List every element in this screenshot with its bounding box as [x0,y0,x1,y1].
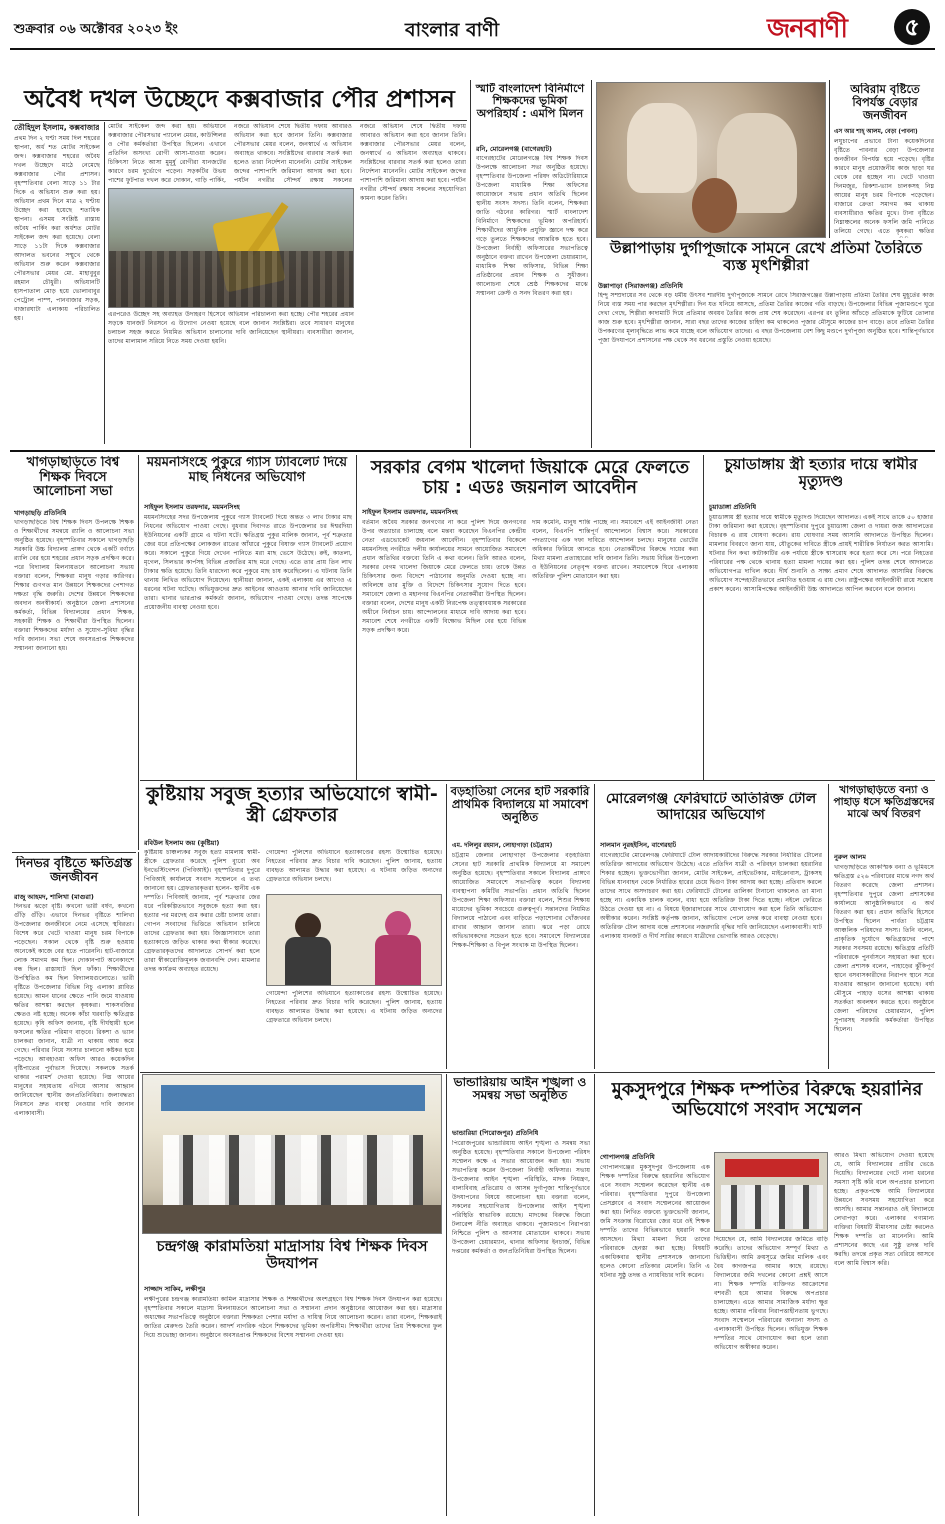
byline-dinbhor: রাজু আহমদ, শালিখা (মাগুরা) [14,893,94,901]
newspaper-logo: জনবাণী [767,14,847,44]
article-cox-col2: মোটর সাইকেল জব্দ করা হয়। অভিযানে কক্সবাজার পৌরসভার প্যানেল মেয়র, কাউন্সিলর ও পৌর কর্মকর্তারা উপস্থিত ছিলেন। এখানে প্রতিদিন অসংখ্য রোগী আসা-যাওয়া করেন। চিকিৎসা নিতে আসা মুমূর্ষু রোগীরা যানজটের কারণে চরম দুর্ভোগে পড়েন। সড়কটির উভয় পাশের ফুটপাত দখল করে দোকান, গাড়ি পার্কিং, [108,123,226,184]
article-mymensingh: ময়মনসিংহের সদর উপজেলায় পুকুরে গ্যাস ট্যাবলেট দিয়ে অন্তত ৩ লাখ টাকার মাছ নিধনের অভিযোগ পাওয়া গেছে। বুধবার দিবাগত রাতে উপজেলার চর ঈশ্বরদিয়া ইউনিয়নের একটি গ্রামে এ ঘটনা ঘটে। ক্ষতিগ্রস্ত পুকুর মালিক জানান, পূর্ব শত্রুতার জের ধরে প্রতিপক্ষের লোকজন রাতের আঁধারে পুকুরে বিষাক্ত গ্যাস ট্যাবলেট প্রয়োগ করে। সকালে পুকুরে গিয়ে দেখেন পানিতে মরা মাছ ভেসে উঠেছে। রুই, কাতলা, মৃগেল, সিলভার কার্পসহ বিভিন্ন প্রজাতির মাছ মরে গেছে। এতে তার প্রায় তিন লাখ টাকার ক্ষতি হয়েছে। তিনি ধারদেনা করে পুকুরে মাছ চাষ করেছিলেন। এ ঘটনায় তিনি থানায় লিখিত অভিযোগ দিয়েছেন। স্থানীয়রা জানান, একই এলাকায় এর আগেও এ ধরনের ঘটনা ঘটেছে। অভিযুক্তদের দ্রুত আইনের আওতায় আনার দাবি জানিয়েছেন তারা। থানার ভারপ্রাপ্ত কর্মকর্তা জানান, অভিযোগ পাওয়া গেছে। তদন্ত সাপেক্ষে প্রয়োজনীয় ব্যবস্থা নেওয়া হবে। [144,514,352,611]
byline-smart: রনি, মোরেলগঞ্জ (বাগেরহাট) [476,145,553,153]
headline-mymensingh: ময়মনসিংহে পুকুরে গ্যাস ট্যাবলেট দিয়ে মাছ নিধনের অভিযোগ [146,456,348,485]
headline-dinbhor: দিনভর বৃষ্টিতে ক্ষতিগ্রস্ত জনজীবন [15,856,133,884]
article-kushtia-col2: গোয়েন্দা পুলিশের অভিযানে হত্যাকাণ্ডের রহস্য উন্মোচিত হয়েছে। নিহতের পরিবার দ্রুত বিচার দাবি করেছেন। পুলিশ জানায়, হত্যায় ব্যবহৃত আলামত উদ্ধার করা হয়েছে। এ ঘটনায় জড়িত অন্যদের গ্রেফতারে অভিযান চলছে। [266,849,442,883]
article-khag1: খাগড়াছড়িতে বিশ্ব শিক্ষক দিবস উপলক্ষে শিক্ষক ও শিক্ষার্থীদের সমন্বয়ে র‌্যালি ও আলোচনা সভা অনুষ্ঠিত হয়েছে। বৃহস্পতিবার সকালে খাগড়াছড়ি সরকারি উচ্চ বিদ্যালয় প্রাঙ্গণ থেকে একটি বর্ণাঢ্য র‌্যালি বের হয়ে শহরের প্রধান সড়ক প্রদক্ষিণ করে। পরে বিদ্যালয় মিলনায়তনে আলোচনা সভায় বক্তারা বলেন, শিক্ষকরা মানুষ গড়ার কারিগর। শিক্ষার গুণগত মান উন্নয়নে শিক্ষকদের পেশাগত দক্ষতা বৃদ্ধি জরুরি। দেশের উন্নয়নে শিক্ষকদের অবদান অনস্বীকার্য। অনুষ্ঠানে জেলা প্রশাসনের কর্মকর্তা, বিভিন্ন বিদ্যালয়ের প্রধান শিক্ষক, সহকারী শিক্ষক ও শিক্ষার্থীরা উপস্থিত ছিলেন। বক্তারা শিক্ষকদের মর্যাদা ও সুযোগ-সুবিধা বৃদ্ধির দাবি জানান। সভা শেষে অবসরপ্রাপ্ত শিক্ষকদের সম্মাননা জানানো হয়। [14,519,134,652]
article-muksudpur-col1: গোপালগঞ্জের মুকসুদপুর উপজেলায় এক শিক্ষক দম্পতির বিরুদ্ধে হয়রানির অভিযোগ এনে সংবাদ সম্মেলন করেছেন স্থানীয় এক পরিবার। বৃহস্পতিবার দুপুরে উপজেলা প্রেসক্লাবে এ সংবাদ সম্মেলনের আয়োজন করা হয়। লিখিত বক্তব্যে ভুক্তভোগী জানান, জমি সংক্রান্ত বিরোধের জের ধরে ওই শিক্ষক দম্পতি তাদের বিভিন্নভাবে হয়রানি করে আসছেন। মিথ্যা মামলা দিয়ে তাদের পরিবারকে হেনস্তা করা হচ্ছে। বিষয়টি একাধিকবার স্থানীয় প্রশাসনকে জানানো হলেও কোনো প্রতিকার মেলেনি। তিনি এ ঘটনার সুষ্ঠু তদন্ত ও ন্যায়বিচার দাবি করেন। [600,1164,710,1279]
headline-cox: অবৈধ দখল উচ্ছেদে কক্সবাজার পৌর প্রশাসন [24,86,455,113]
article-morelganj: বাগেরহাটের মোরেলগঞ্জ ফেরিঘাটে টোল আদায়কারীদের বিরুদ্ধে সরকার নির্ধারিত টোলের অতিরিক্ত আদায়ের অভিযোগ উঠেছে। এতে প্রতিদিন যাত্রী ও পরিবহন চালকরা হয়রানির শিকার হচ্ছেন। ভুক্তভোগীরা জানান, মোটর সাইকেল, প্রাইভেটকার, মাইক্রোবাস, ট্রাকসহ বিভিন্ন যানবাহন থেকে নির্ধারিত হারের চেয়ে দ্বিগুণ টাকা আদায় করা হচ্ছে। প্রতিবাদ করলে তাদের সাথে অসদাচরণ করা হয়। ফেরিঘাটে টোলের তালিকা টানানো থাকলেও তা মানা হচ্ছে না। একাধিক চালক বলেন, বাধ্য হয়ে অতিরিক্ত টাকা দিতে হচ্ছে। নইলে ফেরিতে উঠতে দেওয়া হয় না। এ বিষয়ে ইজারাদারের সাথে যোগাযোগ করা হলে তিনি অভিযোগ অস্বীকার করেন। সংশ্লিষ্ট কর্তৃপক্ষ জানান, অভিযোগ পেলে তদন্ত করে ব্যবস্থা নেওয়া হবে। অতিরিক্ত টোল আদায় বন্ধে প্রশাসনের নজরদারি বৃদ্ধির দাবি জানিয়েছেন এলাকাবাসী। ঘাট এলাকায় যানজট ও দীর্ঘ সারির কারণে যাত্রীদের ভোগান্তি আরও বেড়েছে। [600,852,822,940]
byline-khag2: নুরুল আলম [834,853,867,861]
article-chandragonj: লক্ষীপুরের চন্দ্রগঞ্জ কারামতিয়া কামিল মাদ্রাসার শিক্ষক ও শিক্ষার্থীদের অংশগ্রহণে বিশ্ব শিক্ষক দিবস উদযাপন করা হয়েছে। বৃহস্পতিবার সকালে মাদ্রাসা মিলনায়তনে আলোচনা সভা ও সম্মাননা প্রদান অনুষ্ঠানের আয়োজন করা হয়। মাদ্রাসার অধ্যক্ষের সভাপতিত্বে অনুষ্ঠানে বক্তারা শিক্ষকতা পেশার মর্যাদা ও দায়িত্ব নিয়ে আলোচনা করেন। তারা বলেন, শিক্ষকরাই জাতির মেরুদণ্ড তৈরি করেন। আদর্শ নাগরিক গঠনে শিক্ষকদের ভূমিকা অপরিসীম। শিক্ষার্থীরা তাদের প্রিয় শিক্ষকদের ফুল দিয়ে শুভেচ্ছা জানান। অনুষ্ঠানে অবসরপ্রাপ্ত শিক্ষকদের বিশেষ সম্মাননা দেওয়া হয়। [144,1296,442,1339]
headline-khag1: খাগড়াছড়িতে বিশ্ব শিক্ষক দিবসে আলোচনা সভা [26,456,120,500]
article-smart: বাগেরহাটের মোরেলগঞ্জে বিশ্ব শিক্ষক দিবস উপলক্ষে আলোচনা সভা অনুষ্ঠিত হয়েছে। বৃহস্পতিবার উপজেলা পরিষদ অডিটোরিয়ামে উপজেলা মাধ্যমিক শিক্ষা অফিসের আয়োজনে সভায় প্রধান অতিথি ছিলেন স্থানীয় সংসদ সদস্য। তিনি বলেন, শিক্ষকরা জাতি গঠনের কারিগর। স্মার্ট বাংলাদেশ বিনির্মাণে শিক্ষকদের ভূমিকা অপরিহার্য। শিক্ষার্থীদের আধুনিক প্রযুক্তি জ্ঞানে দক্ষ করে গড়ে তুলতে শিক্ষকদের আন্তরিক হতে হবে। উপজেলা নির্বাহী অফিসারের সভাপতিত্বে অনুষ্ঠানে বক্তব্য রাখেন উপজেলা চেয়ারম্যান, মাধ্যমিক শিক্ষা অফিসার, বিভিন্ন শিক্ষা প্রতিষ্ঠানের প্রধান শিক্ষক ও সুধীজন। আলোচনা শেষে শ্রেষ্ঠ শিক্ষকদের মাঝে সম্মাননা ক্রেস্ট ও সনদ বিতরণ করা হয়। [476,155,588,297]
byline-cox: তৌহিদুল ইসলাম, কক্সবাজার [14,123,100,132]
article-cox-col3: নজরে অভিযান শেষে দ্বিতীয় দফায় আবারও অভিযান করা হবে জানান তিনি। কক্সবাজার পৌরসভার মেয়র বলেন, জনস্বার্থে এ অভিযান অব্যাহত থাকবে। সংশ্লিষ্টদের বারবার সতর্ক করা হলেও তারা নির্দেশনা মানেননি। মোটর সাইকেল জব্দের পাশাপাশি জরিমানা আদায় করা হবে। পর্যটন নগরীর সৌন্দর্য রক্ষায় সকলের [234,123,352,184]
headline-smart: স্মার্ট বাংলাদেশ বিনির্মাণে শিক্ষকদের ভূমিকা অপরিহার্য : এমপি মিলন [475,83,585,120]
headline-bhandaria: ভান্ডারিয়ায় আইন শৃঙ্খলা ও সমন্বয় সভা অনুষ্ঠিত [453,1076,587,1103]
article-jaynal-col1: বর্তমান অবৈধ সরকার জনগণের না করে পুলিশ দিয়ে জনগণের উপর অত্যাচার চালাচ্ছে বলে মন্তব্য করেছেন বিএনপির কেন্দ্রীয় নেতা এডভোকেট জয়নাল আবেদীন। বৃহস্পতিবার বিকেলে ময়মনসিংহ নগরীতে দলীয় কার্যালয়ের সামনে আয়োজিত সমাবেশে প্রধান অতিথির বক্তব্যে তিনি এ কথা বলেন। তিনি আরও বলেন, সরকার বেগম খালেদা জিয়াকে মেরে ফেলতে চায়। তাকে উন্নত চিকিৎসার জন্য বিদেশে পাঠানোর অনুমতি দেওয়া হচ্ছে না। অবিলম্বে তার মুক্তি ও বিদেশে চিকিৎসার সুযোগ দিতে হবে। সমাবেশে জেলা ও মহানগর বিএনপির নেতাকর্মীরা উপস্থিত ছিলেন। বক্তারা বলেন, দেশের মানুষ একটি নিরপেক্ষ তত্ত্বাবধায়ক সরকারের অধীনে নির্বাচন চায়। আন্দোলনের মাধ্যমে দাবি আদায় করা হবে। সমাবেশ শেষে নগরীতে একটি বিক্ষোভ মিছিল বের হয়ে বিভিন্ন সড়ক প্রদক্ষিণ করে। [362,519,526,634]
article-dinbhor: দিনভর ঝড়ো বৃষ্টি। কখনো ভারী বর্ষণ, কখনো গুঁড়ি গুঁড়ি। এভাবে দিনভর বৃষ্টিতে শালিখা উপজেলার জনজীবনে নেমে এসেছে স্থবিরতা। বিশেষ করে খেটে খাওয়া মানুষ চরম বিপাকে পড়েছেন। সকাল থেকে বৃষ্টি শুরু হওয়ায় অনেকেই কাজে বের হতে পারেননি। হাট-বাজারে লোক সমাগম কম ছিল। দোকানপাট অনেকাংশে বন্ধ ছিল। রাস্তাঘাট ছিল ফাঁকা। শিক্ষার্থীদের উপস্থিতিও কম ছিল বিদ্যালয়গুলোতে। ভারী বৃষ্টিতে উপজেলার বিভিন্ন নিচু এলাকা প্লাবিত হয়েছে। আমন ধানের ক্ষেতে পানি জমে যাওয়ায় ক্ষতির আশঙ্কা করছেন কৃষকরা। শাকসবজির ক্ষেতও নষ্ট হচ্ছে। অনেক কাঁচা ঘরবাড়ি ক্ষতিগ্রস্ত হয়েছে। কৃষি অফিস জানায়, বৃষ্টি দীর্ঘস্থায়ী হলে ফসলের ক্ষতির পরিমাণ বাড়বে। রিকশা ও ভ্যান চালকরা জানান, যাত্রী না থাকায় আয় কমে গেছে। পরিবার নিয়ে সংসার চালানো কষ্টকর হয়ে পড়েছে। আবহাওয়া অফিস আরও কয়েকদিন বৃষ্টিপাতের পূর্বাভাস দিয়েছে। সকলকে সতর্ক থাকার পরামর্শ দেওয়া হয়েছে। নিম্ন আয়ের মানুষের সহায়তায় এগিয়ে আসার আহ্বান জানিয়েছেন স্থানীয় জনপ্রতিনিধিরা। জলাবদ্ধতা নিরসনে দ্রুত ব্যবস্থা নেওয়ার দাবি জানান এলাকাবাসী। [14,903,134,1117]
byline-chandragonj: সাজ্জাদ সাকিব, লক্ষীপুর [144,1285,206,1293]
article-khag2: খাগড়াছড়িতে আকস্মিক বন্যা ও ভূমিধসে ক্ষতিগ্রস্ত ৫২৬ পরিবারের মাঝে নগদ অর্থ বিতরণ করেছে জেলা প্রশাসন। বৃহস্পতিবার দুপুরে জেলা প্রশাসকের কার্যালয়ে আনুষ্ঠানিকভাবে এ অর্থ বিতরণ করা হয়। প্রধান অতিথি হিসেবে উপস্থিত ছিলেন পার্বত্য চট্টগ্রাম আঞ্চলিক পরিষদের সদস্য। তিনি বলেন, প্রাকৃতিক দুর্যোগে ক্ষতিগ্রস্তদের পাশে সরকার সবসময় রয়েছে। ক্ষতিগ্রস্ত প্রতিটি পরিবারকে পুনর্বাসনে সহায়তা করা হবে। জেলা প্রশাসক বলেন, পাহাড়ের ঝুঁকিপূর্ণ স্থানে বসবাসকারীদের নিরাপদ স্থানে সরে যাওয়ার আহ্বান জানানো হয়েছে। বর্ষা মৌসুমে পাহাড় ধসের আশঙ্কা থাকায় সতর্কতা অবলম্বন করতে হবে। অনুষ্ঠানে জেলা পরিষদের চেয়ারম্যান, পুলিশ সুপারসহ সরকারি কর্মকর্তারা উপস্থিত ছিলেন। [834,864,934,1033]
byline-ullapara: উল্লাপাড়া (সিরাজগঞ্জ) প্রতিনিধি [598,282,683,290]
byline-bhandaria: ভান্ডারিয়া (পিরোজপুর) প্রতিনিধি [452,1129,539,1137]
byline-jaynal: সাইফুল ইসলাম তরফদার, ময়মনসিংহ [362,508,458,516]
article-muksudpur-col3: আরও মিথ্যা অভিযোগ দেওয়া হয়েছে যে, আমি বিদ্যালয়ের প্রাচীর ভেঙে দিয়েছি। বিদ্যালয়ের গেটে নানা ধরনের সমস্যা সৃষ্টি করি বলে অপপ্রচার চালানো হচ্ছে। প্রকৃতপক্ষে আমি বিদ্যালয়ের উন্নয়নে সবসময় সহযোগিতা করে আসছি। আমার সন্তানরাও ওই বিদ্যালয়ে লেখাপড়া করে। এলাকার গণ্যমান্য ব্যক্তিরা বিষয়টি মীমাংসার চেষ্টা করলেও শিক্ষক দম্পতি তা মানেননি। আমি প্রশাসনের কাছে এর সুষ্ঠু তদন্ত দাবি করছি। তদন্তে প্রকৃত সত্য বেরিয়ে আসবে বলে আমি বিশ্বাস করি। [834,1152,934,1267]
section-title: বাংলার বাণী [405,19,500,41]
byline-barabaria: এম. দলিলুর রহমান, লোহাগাড়া (চট্টগ্রাম) [452,842,553,849]
article-bera: লঘুচাপের প্রভাবে টানা কয়েকদিনের বৃষ্টিতে পাবনার বেড়া উপজেলার জনজীবন বিপর্যস্ত হয়ে পড়েছে। বৃষ্টির কারণে মানুষ প্রয়োজনীয় কাজ ছাড়া ঘর থেকে বের হচ্ছেন না। খেটে খাওয়া দিনমজুর, রিকশা-ভ্যান চালকসহ নিম্ন আয়ের মানুষ চরম বিপাকে পড়েছেন। বাজারে ক্রেতা সমাগম কম থাকায় ব্যবসায়ীরাও ক্ষতির মুখে। টানা বৃষ্টিতে নিম্নাঞ্চলের অনেক ফসলি জমি পানিতে তলিয়ে গেছে। এতে কৃষকরা ক্ষতির [834,138,934,235]
byline-chuadanga: চুয়াডাঙ্গা প্রতিনিধি [709,503,757,511]
article-jaynal-col2: দাম কমেনি, মানুষ শান্তি পাচ্ছে না। সমাবেশে এই আইনজীবী নেতা বলেন, বিএনপি শান্তিপূর্ণ আন্দোলনে বিশ্বাস করে। সরকারের পদত্যাগের এক দফা দাবিতে আন্দোলন চলছে। মানুষের ভোটের অধিকার ফিরিয়ে আনতে হবে। নেতাকর্মীদের বিরুদ্ধে দায়ের করা মিথ্যা মামলা প্রত্যাহারের দাবি জানান তিনি। সভায় বিভিন্ন উপজেলা ও ইউনিয়নের নেতৃবৃন্দ বক্তব্য রাখেন। সমাবেশকে ঘিরে এলাকায় অতিরিক্ত পুলিশ মোতায়েন করা হয়। [532,519,698,580]
article-kushtia-col1: কুষ্টিয়ায় চাঞ্চল্যকর সবুজ হত্যা মামলায় স্বামী-স্ত্রীকে গ্রেফতার করেছে পুলিশ ব্যুরো অব ইনভেস্টিগেশন (পিবিআই)। বৃহস্পতিবার দুপুরে পিবিআই কার্যালয়ে সংবাদ সম্মেলনে এ তথ্য জানানো হয়। গ্রেফতারকৃতরা হলেন- স্থানীয় এক দম্পতি। পিবিআই জানায়, পূর্ব শত্রুতার জের ধরে পরিকল্পিতভাবে সবুজকে হত্যা করা হয়। হত্যার পর মরদেহ গুম করার চেষ্টা চালায় তারা। গোপন সংবাদের ভিত্তিতে অভিযান চালিয়ে তাদের গ্রেফতার করা হয়। জিজ্ঞাসাবাদে তারা হত্যাকাণ্ডে জড়িত থাকার কথা স্বীকার করেছে। গ্রেফতারকৃতদের আদালতে সোপর্দ করা হলে তারা স্বীকারোক্তিমূলক জবানবন্দি দেন। মামলার তদন্ত কার্যক্রম অব্যাহত রয়েছে। [144,849,260,973]
article-ullapara: হিন্দু সম্প্রদায়ের সব থেকে বড় ধর্মীয় উৎসব শারদীয় দুর্গাপূজাকে সামনে রেখে সিরাজগঞ্জের উল্লাপাড়ায় প্রতিমা তৈরির শেষ মুহূর্তের কাজ নিয়ে ব্যস্ত সময় পার করছেন মৃৎশিল্পীরা। দিন যত ঘনিয়ে আসছে, প্রতিমা তৈরির কাজের গতি বাড়ছে। উপজেলার বিভিন্ন পূজামণ্ডপে ঘুরে দেখা গেছে, শিল্পীরা কাদামাটি দিয়ে প্রতিমার অবয়ব তৈরির কাজ প্রায় শেষ করেছেন। এরপর রং তুলির আঁচড়ে প্রতিমাকে ফুটিয়ে তোলার কাজ শুরু হবে। মৃৎশিল্পীরা জানান, সারা বছর তাদের কাজের চাহিদা কম থাকলেও পূজার মৌসুমে কাজের চাপ বাড়ে। তবে প্রতিমা তৈরির উপকরণের মূল্যবৃদ্ধিতে লাভ কমে যাচ্ছে বলে অভিযোগ তাদের। এ বছর উপজেলায় বেশ কিছু মণ্ডপে দুর্গাপূজা অনুষ্ঠিত হবে। শান্তিপূর্ণভাবে পূজা উদযাপনে প্রশাসনের পক্ষ থেকে সব ধরনের প্রস্তুতি নেওয়া হয়েছে। [598,292,934,344]
headline-jaynal: সরকার বেগম খালেদা জিয়াকে মেরে ফেলতে চায় : এডঃ জয়নাল আবেদীন [370,458,690,499]
byline-morelganj: সালমান নুরহইসিন, বাগেরহাট [600,841,677,849]
article-bhandaria: পিরোজপুরের ভান্ডারিয়ায় আইন শৃঙ্খলা ও সমন্বয় সভা অনুষ্ঠিত হয়েছে। বৃহস্পতিবার সকালে উপজেলা পরিষদ সম্মেলন কক্ষে এ সভার আয়োজন করা হয়। সভায় সভাপতিত্ব করেন উপজেলা নির্বাহী অফিসার। সভায় উপজেলার আইন শৃঙ্খলা পরিস্থিতি, মাদক নিয়ন্ত্রণ, বাল্যবিবাহ প্রতিরোধ ও আসন্ন দুর্গাপূজা শান্তিপূর্ণভাবে উদযাপনের বিষয়ে আলোচনা হয়। বক্তারা বলেন, সকলের সহযোগিতায় উপজেলার আইন শৃঙ্খলা পরিস্থিতি স্বাভাবিক রয়েছে। মাদকের বিরুদ্ধে জিরো টলারেন্স নীতি অব্যাহত থাকবে। পূজামণ্ডপে নিরাপত্তা নিশ্চিতে পুলিশ ও আনসার মোতায়েন থাকবে। সভায় উপজেলা চেয়ারম্যান, থানার অফিসার ইনচার্জ, বিভিন্ন দপ্তরের কর্মকর্তা ও জনপ্রতিনিধিরা উপস্থিত ছিলেন। [452,1140,590,1255]
masthead [10,8,935,50]
headline-muksudpur: মুকসুদপুরে শিক্ষক দম্পতির বিরুদ্ধে হয়রানির অভিযোগে সংবাদ সম্মেলন [611,1080,923,1121]
byline-khag1: খাগড়াছড়ি প্রতিনিধি [14,509,67,517]
headline-khag2: খাগড়াছড়িতে বন্যা ও পাহাড় ধসে ক্ষতিগ্রস্তদের মাঝে অর্থ বিতরণ [833,785,935,820]
headline-barabaria: বড়হাতিয়া সেনের হাট সরকারি প্রাথমিক বিদ্যালয়ে মা সমাবেশ অনুষ্ঠিত [450,785,590,824]
article-muksudpur-col2: দিয়েছেন যে, আমি বিদ্যালয়ের জমিতে বাড়ি করেছি। তাদের অভিযোগ সম্পূর্ণ মিথ্যা ও ভিত্তিহীন। আমি ক্রয়সূত্রে জমির মালিক এবং বৈধ কাগজপত্র আমার কাছে রয়েছে। বিদ্যালয়ের জমি দখলের কোনো প্রশ্নই আসে না। শিক্ষক দম্পতি ব্যক্তিগত আক্রোশের বশবর্তী হয়ে আমার বিরুদ্ধে অপপ্রচার চালাচ্ছেন। এতে আমার সামাজিক মর্যাদা ক্ষুণ্ণ হচ্ছে। আমার পরিবার নিরাপত্তাহীনতায় ভুগছে। সংবাদ সম্মেলনে পরিবারের অন্যান্য সদস্য ও এলাকাবাসী উপস্থিত ছিলেন। অভিযুক্ত শিক্ষক দম্পতির সাথে যোগাযোগ করা হলে তারা অভিযোগ অস্বীকার করেন। [714,1236,828,1351]
article-cox-col4: নজরে অভিযান শেষে দ্বিতীয় দফায় আবারও অভিযান করা হবে জানান তিনি। কক্সবাজার পৌরসভার মেয়র বলেন, জনস্বার্থে এ অভিযান অব্যাহত থাকবে। সংশ্লিষ্টদের বারবার সতর্ক করা হলেও তারা নির্দেশনা মানেননি। মোটর সাইকেল জব্দের পাশাপাশি জরিমানা আদায় করা হবে। পর্যটন নগরীর সৌন্দর্য রক্ষায় সকলের সহযোগিতা কামনা করেন তিনি। [360,123,466,202]
issue-date: শুক্রবার ০৬ অক্টোবর ২০২৩ ইং [14,22,178,37]
article-cox-col1: প্রথম দিন ২ ঘণ্টা সময় দিল শহরের স্থাপনা, অর্ধ শত মোটর সাইকেল জব্দ। কক্সবাজার শহরের অবৈধ দখল উচ্ছেদে মাঠে নেমেছে কক্সবাজার পৌর প্রশাসন। বৃহস্পতিবার বেলা সাড়ে ১১ টার দিকে এ অভিযান শুরু করা হয়। অভিযান প্রথম দিনে মাত্র ২ ঘণ্টায় উচ্ছেদ করা হয়েছে শতাধিক স্থাপনা। এসময় সংশ্লিষ্ট রাস্তায় অবৈধ পার্কিং করা অর্ধশত মোটর সাইকেল জব্দ করা হয়েছে। বেলা সাড়ে ১১টা দিকে কক্সবাজার আদালত ভবনের সম্মুখে থেকে অভিযান শুরু করেন কক্সবাজার পৌরসভার মেয়র মো. মাহাবুবুর রহমান চৌধুরী। অভিযানটি হাসপাতাল মোড় হয়ে ভোলাবাবুর পেট্রোল পাম্প, পানবাজার সড়ক, বাজারঘাটা এলাকায় পরিচালিত হয়। [14,135,100,322]
photo-cox-demolition [108,188,354,308]
byline-muksudpur: গোপালগঞ্জ প্রতিনিধি [600,1153,655,1161]
page-number: ৫ [894,9,930,45]
article-barabaria: চট্টগ্রাম জেলার লোহাগাড়া উপজেলার বড়হাতিয়া সেনের হাট সরকারি প্রাথমিক বিদ্যালয়ে মা সমাবেশ অনুষ্ঠিত হয়েছে। বৃহস্পতিবার সকালে বিদ্যালয় প্রাঙ্গণে আয়োজিত সমাবেশে সভাপতিত্ব করেন বিদ্যালয় ব্যবস্থাপনা কমিটির সভাপতি। প্রধান অতিথি ছিলেন উপজেলা শিক্ষা অফিসার। বক্তারা বলেন, শিশুর শিক্ষায় মায়েদের ভূমিকা সবচেয়ে গুরুত্বপূর্ণ। সন্তানদের নিয়মিত বিদ্যালয়ে পাঠানো এবং বাড়িতে পড়াশোনার খোঁজখবর রাখার আহ্বান জানান তারা। ঝরে পড়া রোধে অভিভাবকদের সচেতন হতে হবে। সমাবেশে বিদ্যালয়ের শিক্ষক-শিক্ষিকা ও বিপুল সংখ্যক মা উপস্থিত ছিলেন। [452,852,590,949]
headline-chuadanga: চুয়াডাঙ্গায় স্ত্রী হত্যার দায়ে স্বামীর মৃত্যুদণ্ড [724,456,918,490]
byline-bera: এস আর শাহ্ আলম, বেড়া (পাবনা) [834,129,918,135]
headline-kushtia: কুষ্টিয়ায় সবুজ হত্যার অভিযোগে স্বামী-স্ত্রী গ্রেফতার [146,784,438,827]
photo-idol-making [596,82,826,238]
byline-mymensingh: সাইফুল ইসলাম তরফদার, ময়মনসিংহ [144,503,240,511]
article-cox-col2b: এরপরেও উচ্ছেদ সহ অব্যাহত উদাহরণ হিসেবে অভিযান পরিচালনা করা হচ্ছে। পৌর শহরের প্রধান সড়কে যানজট নিরসনে এ উদ্যোগ নেওয়া হয়েছে বলে জানান সংশ্লিষ্টরা। তবে সাধারণ মানুষের চলাচল সহজ করতে নিয়মিত অভিযান চালানোর দাবি জানিয়েছেন স্থানীয়রা। ব্যবসায়ীরা জানান, তাদের মালামাল সরিয়ে নিতে সময় দেওয়া হয়নি। [108,311,354,345]
article-chuadanga: চুয়াডাঙ্গায় স্ত্রী হত্যার দায়ে স্বামীকে মৃত্যুদণ্ড দিয়েছেন আদালত। একই সাথে তাকে ৫০ হাজার টাকা জরিমানা করা হয়েছে। বৃহস্পতিবার দুপুরে চুয়াডাঙ্গা জেলা ও দায়রা জজ আদালতের বিচারক এ রায় ঘোষণা করেন। রায় ঘোষণার সময় আসামি আদালতে উপস্থিত ছিলেন। মামলার বিবরণে জানা যায়, যৌতুকের দাবিতে স্ত্রীকে প্রায়ই শারীরিক নির্যাতন করত আসামি। ঘটনার দিন কথা কাটাকাটির এক পর্যায়ে স্ত্রীকে শ্বাসরোধ করে হত্যা করে সে। পরে নিহতের পরিবারের পক্ষ থেকে থানায় হত্যা মামলা দায়ের করা হয়। পুলিশ তদন্ত শেষে আদালতে অভিযোগপত্র দাখিল করে। দীর্ঘ শুনানি ও সাক্ষ্য প্রমাণ শেষে আদালত আসামির বিরুদ্ধে অভিযোগ সন্দেহাতীতভাবে প্রমাণিত হওয়ায় এ রায় দেন। রাষ্ট্রপক্ষের আইনজীবী রায়ে সন্তোষ প্রকাশ করেন। আসামিপক্ষের আইনজীবী উচ্চ আদালতে আপিল করবেন বলে জানান। [709,514,933,593]
photo-press-conference [714,1152,828,1232]
photo-kushtia-arrested [266,894,442,986]
article-kushtia-col3: গোয়েন্দা পুলিশের অভিযানে হত্যাকাণ্ডের রহস্য উন্মোচিত হয়েছে। নিহতের পরিবার দ্রুত বিচার দাবি করেছেন। পুলিশ জানায়, হত্যায় ব্যবহৃত আলামত উদ্ধার করা হয়েছে। এ ঘটনায় জড়িত অন্যদের গ্রেফতারে অভিযান চলছে। [266,990,442,1024]
headline-chandragonj: চন্দ্রগঞ্জ কারামতিয়া মাদ্রাসায় বিশ্ব শিক্ষক দিবস উদযাপন [156,1238,428,1272]
headline-ullapara: উল্লাপাড়ায় দুর্গাপূজাকে সামনে রেখে প্রতিমা তৈরিতে ব্যস্ত মৃৎশিল্পীরা [609,240,923,274]
headline-morelganj: মোরেলগঞ্জ ফেরিঘাটে অতিরিক্ত টোল আদায়ের অভিযোগ [605,792,817,823]
photo-teachers-day [142,1074,442,1234]
byline-kushtia: রবিউল ইসলাম জয় (কুষ্টিয়া) [144,839,220,847]
headline-bera: অবিরাম বৃষ্টিতে বিপর্যস্ত বেড়ার জনজীবন [850,83,920,122]
